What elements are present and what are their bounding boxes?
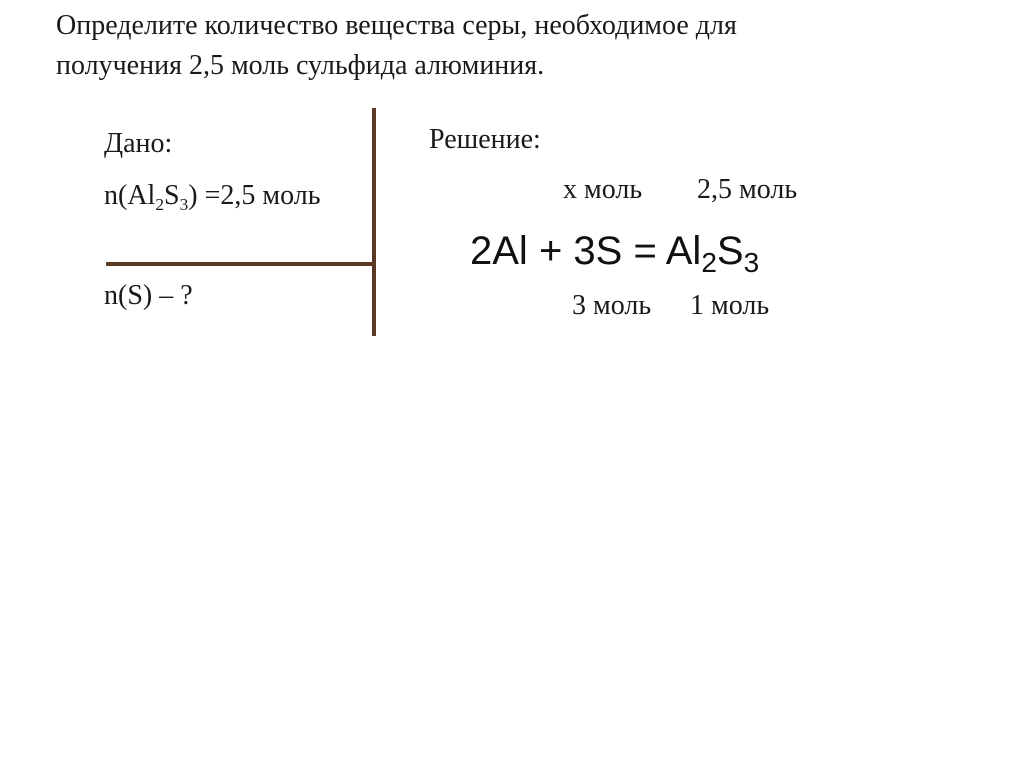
reaction-equation [470,225,759,281]
given-value-sub2: 3 [179,194,189,214]
problem-line-2: получения 2,5 моль сульфида алюминия. [56,50,545,81]
given-title: Дано: [104,128,173,159]
equation-product-prefix: Al [665,229,702,273]
given-value-mid: S [164,180,180,211]
equation-plus: + [538,229,563,273]
given-solution-divider-vertical [372,108,376,336]
equation-product-mid: S [716,229,744,273]
equation-reactant-1: 2Al [470,229,528,273]
annotation-below-product: 1 моль [690,290,770,321]
equation-reactant-2: 3S [573,229,623,273]
equation-product-sub2: 3 [743,247,760,279]
annotation-above-product: 2,5 моль [697,174,798,205]
problem-statement [56,6,737,86]
given-value-prefix: n(Al [104,180,156,211]
annotation-above-sulfur: x моль [563,174,643,205]
given-value [104,176,321,219]
equation-equals: = [633,229,657,273]
equation-product-sub1: 2 [701,247,717,279]
equation-product [665,229,760,279]
given-divider-horizontal [106,262,376,266]
given-value-suffix: ) =2,5 моль [188,180,321,211]
problem-line-1: Определите количество вещества серы, необходимое для [56,10,737,41]
given-value-sub1: 2 [155,194,165,214]
find-value: n(S) – ? [104,280,193,311]
solution-title: Решение: [429,124,541,155]
annotation-below-sulfur: 3 моль [572,290,652,321]
